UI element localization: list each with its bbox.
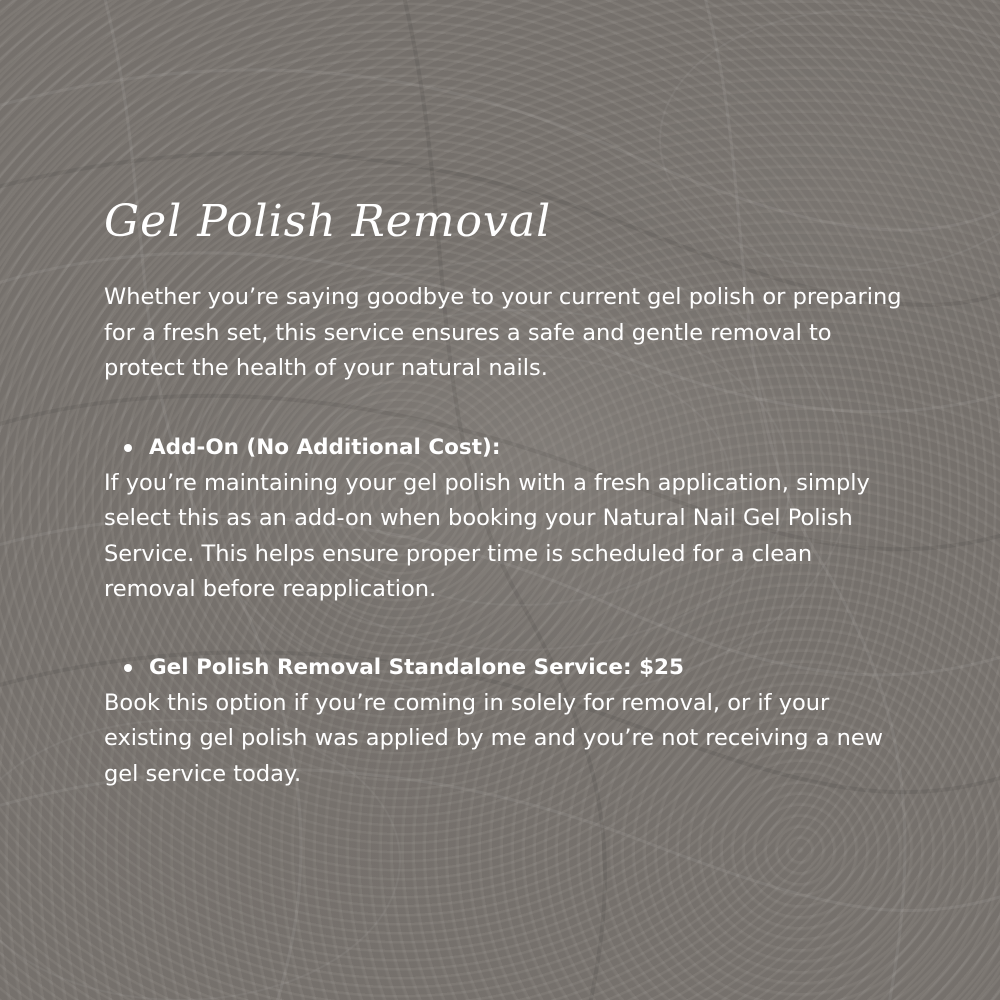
page-title: Gel Polish Removal: [104, 196, 552, 247]
bullet-icon: [124, 444, 132, 452]
option-standalone-heading: [124, 651, 904, 685]
option-heading-label: Add-On (No Additional Cost):: [149, 434, 501, 460]
service-info-card: [104, 190, 904, 835]
option-add-on-heading: [124, 431, 904, 465]
intro-paragraph: Whether you’re saying goodbye to your current gel polish or preparing for a fresh set, this service ensures a safe and gentle removal to protect the health of your natural nails.: [104, 284, 902, 381]
option-standalone-description: Book this option if you’re coming in solely for removal, or if your existing gel polish was applied by me and you’re not receiving a new gel service today.: [104, 689, 884, 787]
option-heading-label: Gel Polish Removal Standalone Service: $25: [149, 654, 684, 680]
bullet-icon: [124, 664, 132, 672]
option-add-on-description: If you’re maintaining your gel polish with a fresh application, simply select this as an add-on when booking your Natural Nail Gel Polish Service. This helps ensure proper time is scheduled for a clean removal before reapplication.: [104, 469, 870, 602]
